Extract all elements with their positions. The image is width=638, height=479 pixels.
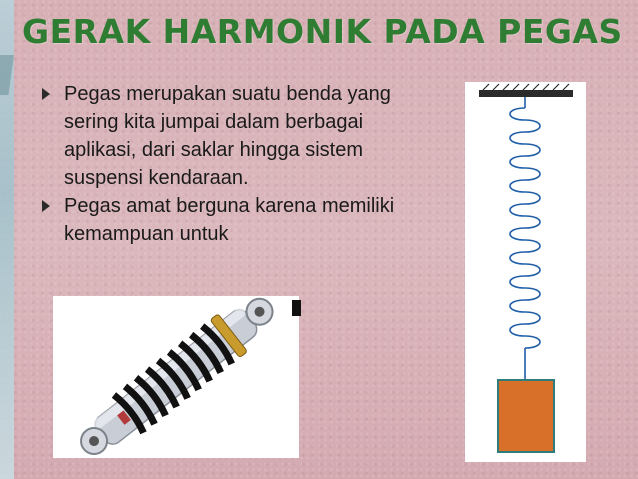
triangle-bullet-icon bbox=[42, 200, 50, 212]
bullet-text: Pegas amat berguna karena memiliki kemampuan untuk bbox=[64, 195, 395, 245]
spring-mass-icon bbox=[465, 82, 586, 462]
bullet-text: Pegas merupakan suatu benda yang sering kita jumpai dalam berbagai aplikasi, dari saklar hingga sistem suspensi kendaraan. bbox=[64, 83, 391, 189]
triangle-bullet-icon bbox=[42, 88, 50, 100]
slide-title: GERAK HARMONIK PADA PEGAS bbox=[22, 12, 623, 51]
bullet-item bbox=[40, 80, 420, 192]
bullet-list bbox=[40, 80, 420, 248]
spring-mass-image bbox=[465, 82, 586, 462]
bullet-item bbox=[40, 192, 420, 248]
shock-absorber-image bbox=[53, 296, 299, 458]
text-cursor-mark bbox=[292, 300, 301, 316]
shock-absorber-icon bbox=[53, 296, 299, 458]
